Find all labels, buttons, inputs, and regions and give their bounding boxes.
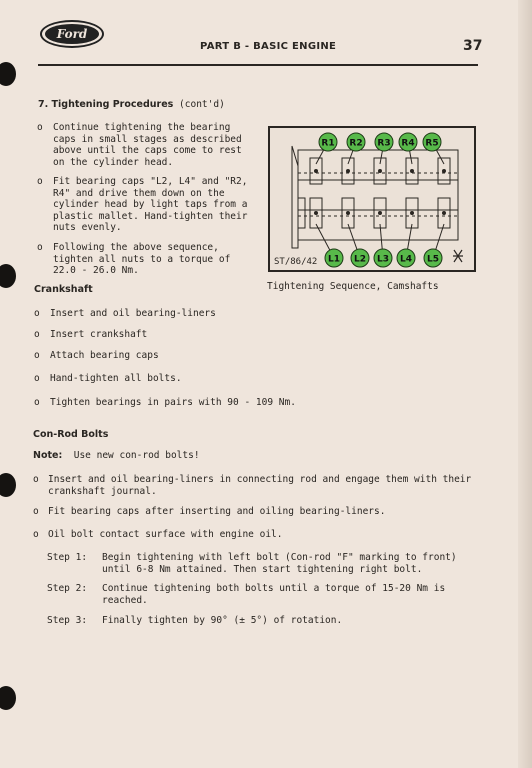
badge-label: R2 — [349, 138, 363, 149]
list-item: Insert and oil bearing-liners — [50, 308, 216, 319]
cap-nut — [410, 169, 414, 173]
line: R4" and drive them down on the — [53, 187, 225, 199]
header-rule — [38, 64, 478, 66]
bullet: o — [33, 506, 39, 517]
cap-nut — [410, 211, 414, 215]
line: plastic mallet. Hand-tighten their — [53, 210, 248, 222]
binder-hole — [0, 686, 16, 710]
bullet: o — [37, 176, 43, 187]
line: above until the caps come to rest — [53, 145, 242, 156]
bullet: o — [34, 329, 40, 340]
list-item: Insert crankshaft — [50, 329, 148, 340]
step-label: Step 3: — [47, 615, 88, 626]
binder-hole — [0, 62, 16, 86]
cap-nut — [442, 211, 446, 215]
list-item — [53, 176, 247, 234]
line: crankshaft journal. — [48, 485, 157, 497]
list-item: Attach bearing caps — [50, 350, 159, 361]
bullet: o — [34, 350, 40, 361]
line: nuts evenly. — [53, 222, 122, 233]
cap-nut — [346, 211, 350, 215]
section-heading — [38, 99, 225, 111]
step-text: Finally tighten by 90° (± 5°) of rotation. — [102, 615, 343, 626]
badge-label: R1 — [321, 138, 335, 149]
line: Insert and oil bearing-liners in connecting rod and engage them with their — [48, 474, 472, 485]
note — [33, 450, 200, 462]
bearing-caps — [310, 158, 450, 228]
line: caps in small stages as described — [53, 133, 242, 145]
cap-nut — [442, 169, 446, 173]
note-label: Note: — [33, 450, 63, 461]
line: tighten all nuts to a torque of — [53, 253, 231, 265]
line: reached. — [102, 594, 148, 606]
binder-hole — [0, 264, 16, 288]
cap-nut — [314, 169, 318, 173]
ford-logo — [40, 20, 104, 48]
badge-label: L4 — [400, 254, 412, 265]
bullet: o — [34, 373, 40, 384]
badge-label: R5 — [425, 138, 439, 149]
bullet: o — [37, 122, 43, 133]
header-title: PART B - BASIC ENGINE — [200, 41, 337, 52]
badges — [316, 133, 444, 267]
cap-nut — [346, 169, 350, 173]
step-label: Step 2: — [47, 583, 88, 594]
list-item: Tighten bearings in pairs with 90 - 109 Nm. — [50, 397, 296, 408]
bullet: o — [34, 308, 40, 319]
list-item — [53, 242, 230, 277]
line: Continue tightening both bolts until a torque of 15-20 Nm is — [102, 583, 446, 594]
line: Continue tightening the bearing — [53, 122, 231, 133]
page-edge — [518, 0, 532, 768]
line: cylinder head by light taps from a — [53, 199, 248, 210]
step-label: Step 1: — [47, 552, 88, 563]
badge-label: L1 — [328, 254, 340, 265]
list-item: Fit bearing caps after inserting and oiling bearing-liners. — [48, 506, 386, 517]
badge-label: L3 — [377, 254, 389, 265]
cap-nut — [378, 169, 382, 173]
stamp-icon — [453, 250, 463, 262]
list-item: Oil bolt contact surface with engine oil. — [48, 529, 283, 540]
line: 22.0 - 26.0 Nm. — [53, 265, 139, 276]
line: on the cylinder head. — [53, 156, 174, 168]
cap-nut — [378, 211, 382, 215]
line: Fit bearing caps "L2, L4" and "R2, — [53, 176, 248, 187]
bullet: o — [33, 529, 39, 540]
line: until 6-8 Nm attained. Then start tightening right bolt. — [102, 563, 423, 575]
badge-label: L5 — [427, 254, 439, 265]
bullet: o — [37, 242, 43, 253]
binder-hole — [0, 473, 16, 497]
list-item — [53, 122, 242, 168]
line: Begin tightening with left bolt (Con-rod "F" marking to front) — [102, 552, 457, 563]
badge-label: R3 — [377, 138, 391, 149]
camshaft-diagram — [268, 126, 476, 272]
section-heading-rest: (cont'd) — [179, 99, 225, 110]
page-number: 37 — [463, 38, 483, 54]
cap-nut — [314, 211, 318, 215]
list-item: Hand-tighten all bolts. — [50, 373, 182, 384]
line: Following the above sequence, — [53, 242, 219, 253]
badge-label: R4 — [401, 138, 415, 149]
note-text: Use new con-rod bolts! — [73, 450, 200, 461]
badge-label: L2 — [354, 254, 366, 265]
conrod-heading: Con-Rod Bolts — [33, 429, 109, 440]
camshaft-drawing — [270, 128, 474, 270]
section-heading-bold: 7. Tightening Procedures — [38, 99, 174, 110]
list-item — [48, 474, 471, 497]
bullet: o — [34, 397, 40, 408]
step-text — [102, 583, 445, 606]
step-text — [102, 552, 457, 575]
logo-text: Ford — [45, 24, 99, 44]
crankshaft-heading: Crankshaft — [34, 284, 93, 295]
figure-ref: ST/86/42 — [274, 257, 318, 267]
bullet: o — [33, 474, 39, 485]
figure-caption: Tightening Sequence, Camshafts — [267, 281, 439, 292]
